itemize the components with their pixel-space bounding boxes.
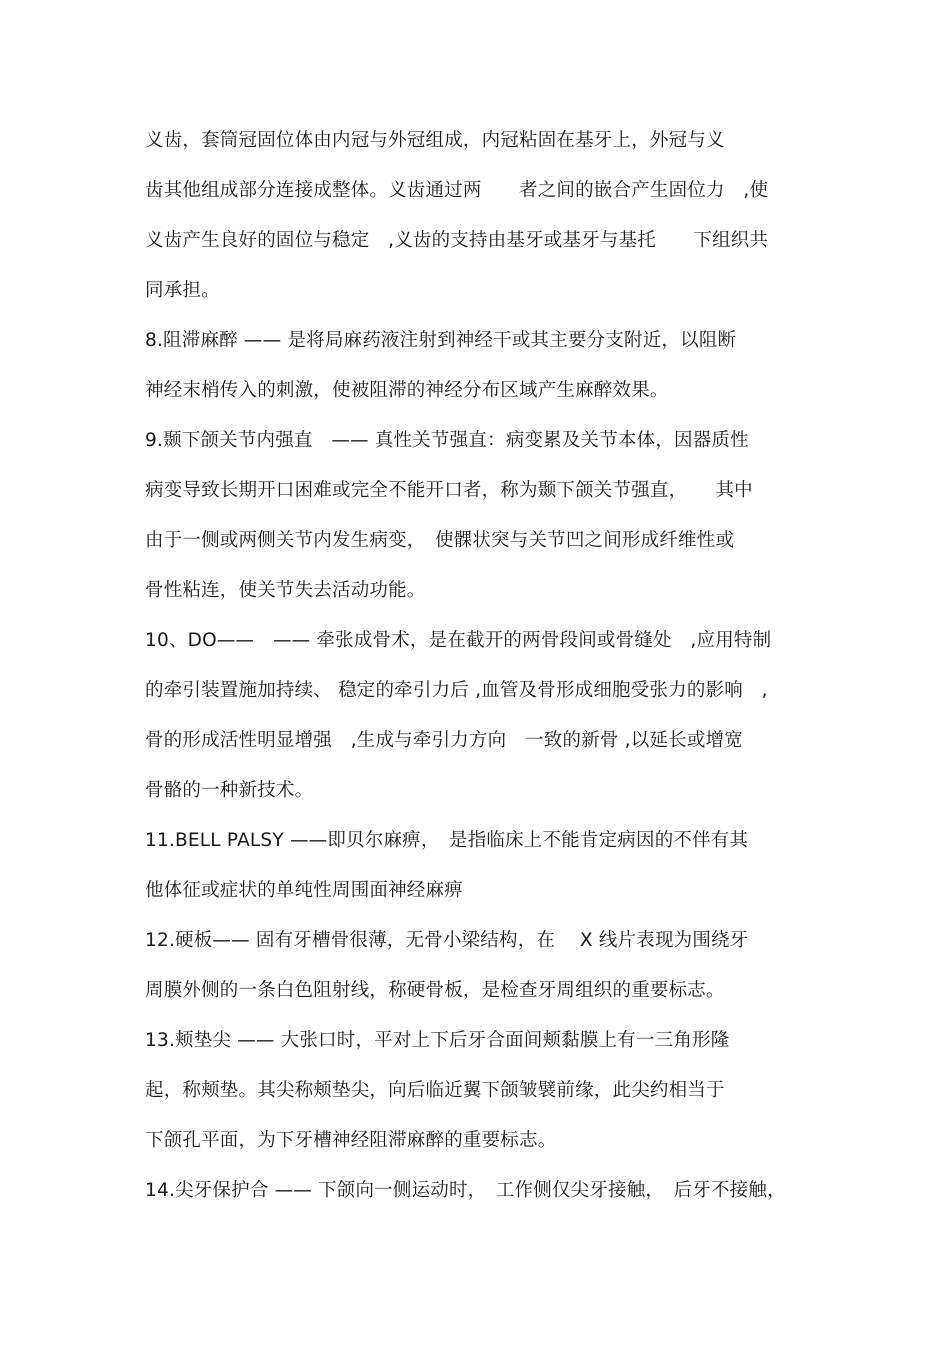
- text-line: 骨性粘连，使关节失去活动功能。: [145, 580, 426, 601]
- text-line: 齿其他组成部分连接成整体。义齿通过两 者之间的嵌合产生固位力 ,使: [145, 180, 769, 201]
- term-8-heading-line: 8.阻滞麻醉 —— 是将局麻药液注射到神经干或其主要分支附近，以阻断: [145, 330, 737, 351]
- text-line: 病变导致长期开口困难或完全不能开口者，称为颞下颌关节强直， 其中: [145, 480, 753, 501]
- text-line: 神经末梢传入的刺激，使被阻滞的神经分布区域产生麻醉效果。: [145, 380, 669, 401]
- text-line: 义齿产生良好的固位与稳定 ,义齿的支持由基牙或基牙与基托 下组织共: [145, 230, 769, 251]
- text-line: 骨骼的一种新技术。: [145, 780, 314, 801]
- term-10-heading-line: 10、DO—— —— 牵张成骨术，是在截开的两骨段间或骨缝处 ,应用特制: [145, 630, 772, 651]
- term-12-heading-line: 12.硬板—— 固有牙槽骨很薄，无骨小梁结构，在 X 线片表现为围绕牙: [145, 930, 749, 951]
- text-line: 周膜外侧的一条白色阻射线，称硬骨板，是检查牙周组织的重要标志。: [145, 980, 725, 1001]
- term-11-heading-line: 11.BELL PALSY ——即贝尔麻痹， 是指临床上不能肯定病因的不伴有其: [145, 830, 749, 851]
- text-line: 义齿，套筒冠固位体由内冠与外冠组成，内冠粘固在基牙上，外冠与义: [145, 130, 725, 151]
- text-line: 起，称颊垫。其尖称颊垫尖，向后临近翼下颌皱襞前缘，此尖约相当于: [145, 1080, 725, 1101]
- text-line: 骨的形成活性明显增强 ,生成与牵引力方向 一致的新骨 ,以延长或增宽: [145, 730, 743, 751]
- text-line: 的牵引装置施加持续、 稳定的牵引力后 ,血管及骨形成细胞受张力的影响 ,: [145, 680, 768, 701]
- term-14-heading-line: 14.尖牙保护合 —— 下颌向一侧运动时， 工作侧仅尖牙接触， 后牙不接触，: [145, 1180, 786, 1201]
- text-line: 他体征或症状的单纯性周围面神经麻痹: [145, 880, 463, 901]
- text-line: 同承担。: [145, 280, 220, 301]
- term-9-heading-line: 9.颞下颌关节内强直 —— 真性关节强直：病变累及关节本体，因器质性: [145, 430, 749, 451]
- text-line: 由于一侧或两侧关节内发生病变， 使髁状突与关节凹之间形成纤维性或: [145, 530, 735, 551]
- term-13-heading-line: 13.颊垫尖 —— 大张口时，平对上下后牙合面间颊黏膜上有一三角形隆: [145, 1030, 730, 1051]
- text-line: 下颌孔平面，为下牙槽神经阻滞麻醉的重要标志。: [145, 1130, 557, 1151]
